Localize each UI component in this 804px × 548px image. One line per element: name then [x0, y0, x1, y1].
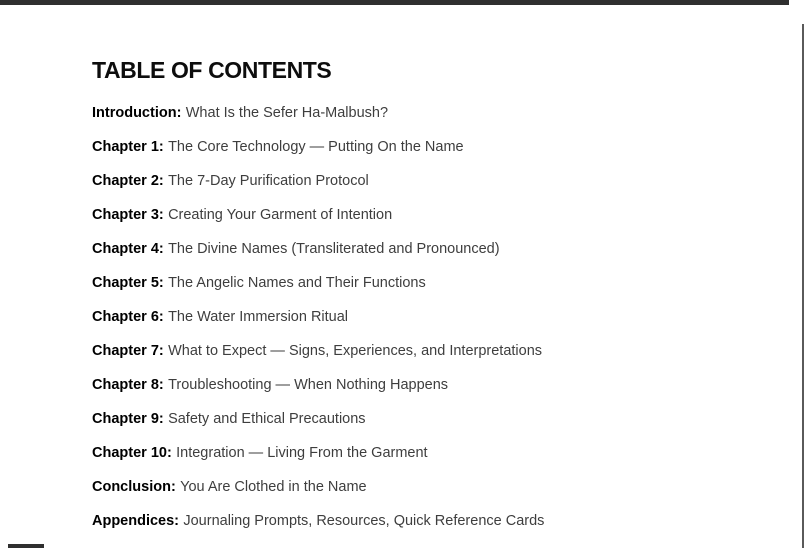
toc-entry	[92, 300, 712, 334]
toc-entry-label: Conclusion:	[92, 479, 176, 495]
toc-entry	[92, 470, 712, 504]
toc-entry-label: Chapter 5:	[92, 275, 164, 291]
toc-entry	[92, 198, 712, 232]
top-window-edge	[0, 0, 789, 5]
toc-list	[92, 96, 712, 538]
toc-entry-text: What to Expect — Signs, Experiences, and Interpretations	[168, 343, 543, 359]
toc-entry-label: Chapter 6:	[92, 309, 164, 325]
toc-entry-text: Journaling Prompts, Resources, Quick Reference Cards	[183, 513, 545, 529]
toc-entry-label: Chapter 9:	[92, 411, 164, 427]
toc-entry-text: The Water Immersion Ritual	[168, 309, 349, 325]
bottom-window-edge	[8, 544, 44, 548]
toc-entry-label: Chapter 4:	[92, 241, 164, 257]
toc-entry-label: Chapter 8:	[92, 377, 164, 393]
toc-entry-text: What Is the Sefer Ha-Malbush?	[185, 105, 389, 121]
toc-entry	[92, 402, 712, 436]
page-title: TABLE OF CONTENTS	[92, 57, 332, 83]
toc-entry-text: Creating Your Garment of Intention	[168, 207, 393, 223]
toc-entry	[92, 334, 712, 368]
toc-entry-label: Chapter 7:	[92, 343, 164, 359]
toc-entry	[92, 266, 712, 300]
toc-entry-text: The Divine Names (Transliterated and Pronounced)	[168, 241, 500, 257]
toc-entry-text: The Core Technology — Putting On the Name	[168, 139, 464, 155]
toc-entry-label: Appendices:	[92, 513, 180, 529]
toc-entry-label: Chapter 1:	[92, 139, 164, 155]
toc-entry-label: Introduction:	[92, 105, 182, 121]
toc-entry	[92, 130, 712, 164]
toc-entry	[92, 436, 712, 470]
toc-entry-text: Integration — Living From the Garment	[176, 445, 428, 461]
toc-entry	[92, 232, 712, 266]
toc-entry-label: Chapter 3:	[92, 207, 164, 223]
toc-entry-text: Troubleshooting — When Nothing Happens	[168, 377, 449, 393]
toc-entry	[92, 504, 712, 538]
toc-entry	[92, 96, 712, 130]
toc-entry-label: Chapter 2:	[92, 173, 164, 189]
toc-entry-label: Chapter 10:	[92, 445, 172, 461]
toc-entry-text: The 7-Day Purification Protocol	[168, 173, 369, 189]
toc-entry	[92, 164, 712, 198]
toc-entry-text: Safety and Ethical Precautions	[168, 411, 366, 427]
toc-entry-text: The Angelic Names and Their Functions	[168, 275, 426, 291]
toc-entry-text: You Are Clothed in the Name	[180, 479, 367, 495]
toc-entry	[92, 368, 712, 402]
